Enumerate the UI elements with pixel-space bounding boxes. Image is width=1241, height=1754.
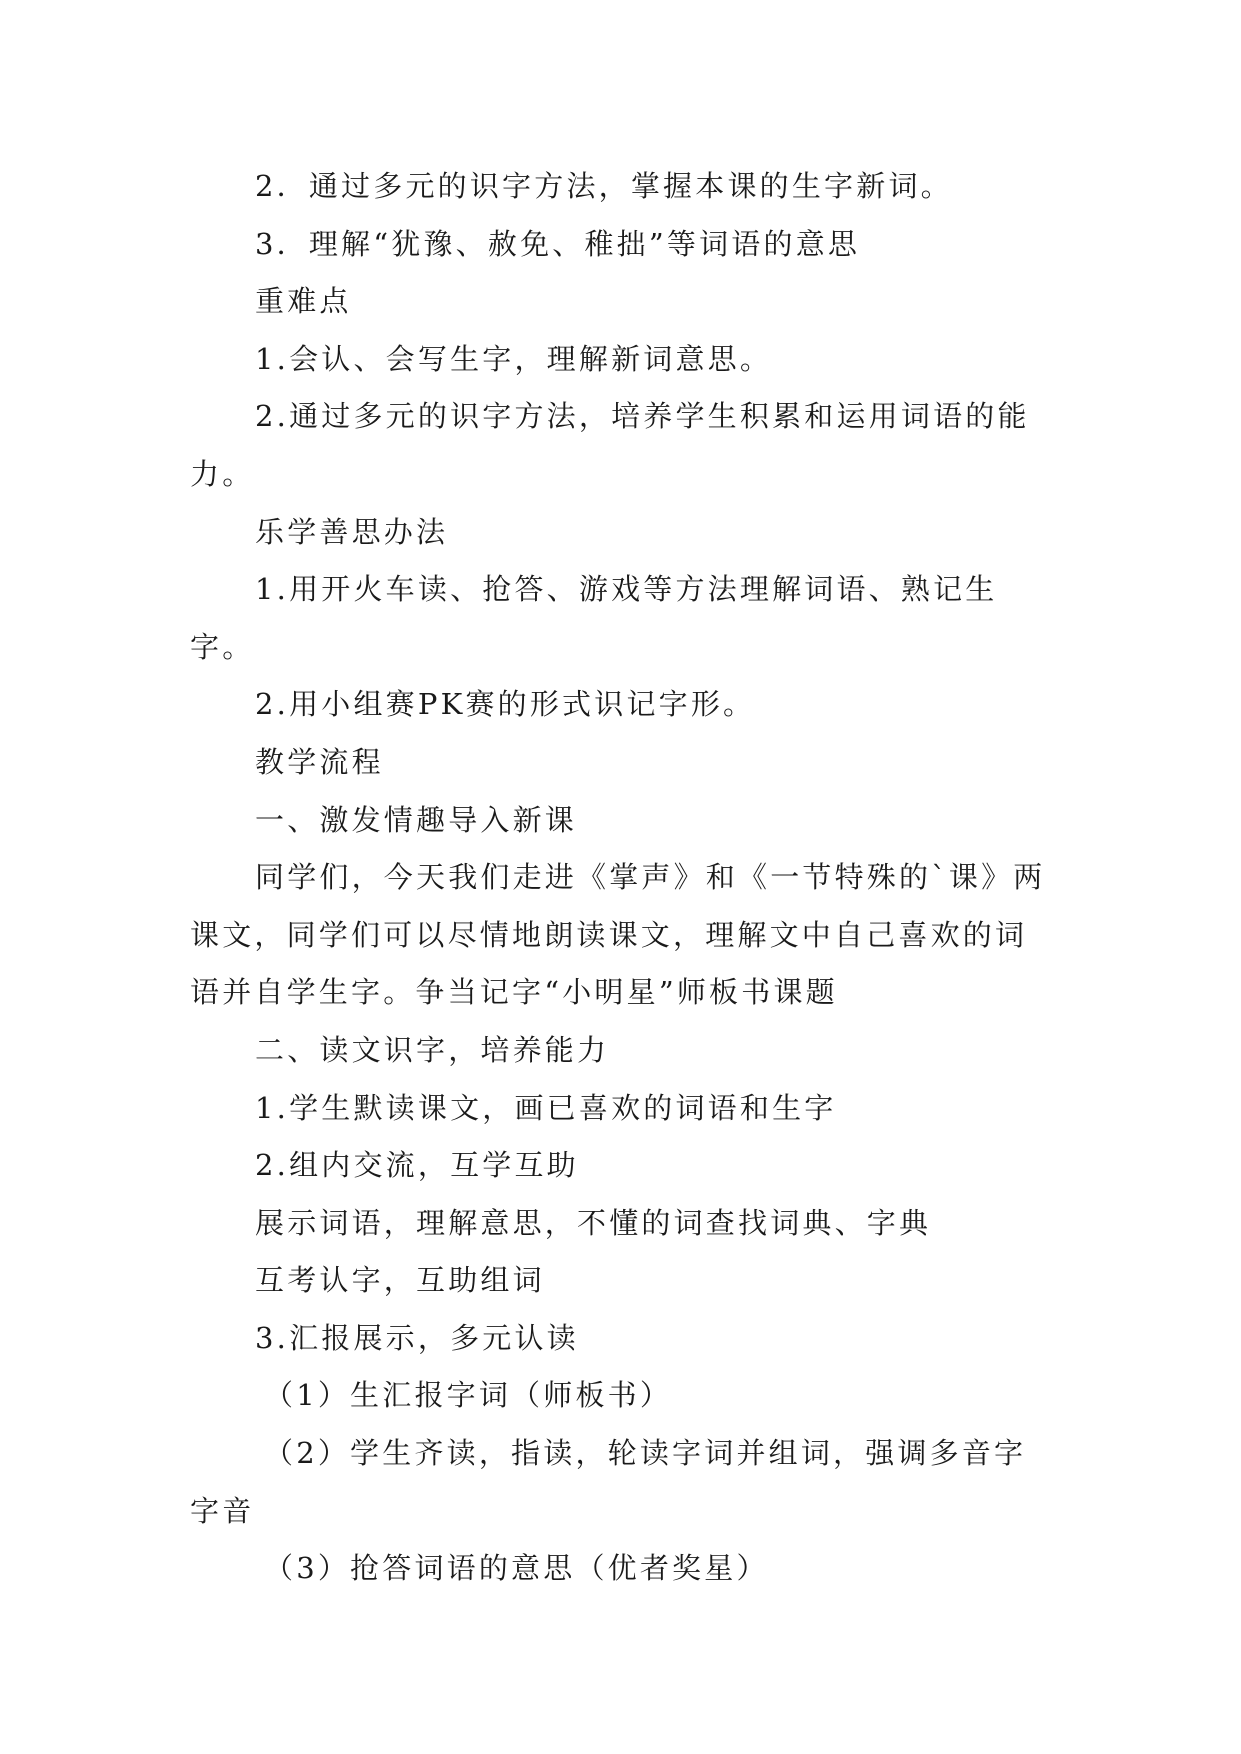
- heading-section-2: 二、读文识字，培养能力: [255, 1032, 610, 1067]
- heading-teaching-process: 教学流程: [255, 744, 384, 779]
- paragraph-step-2-detail-a: 展示词语，理解意思，不懂的词查找词典、字典: [255, 1205, 932, 1240]
- paragraph-method-2: 2.用小组赛PK赛的形式识记字形。: [255, 687, 756, 722]
- heading-key-difficulties: 重难点: [255, 284, 352, 319]
- paragraph-objective-2: 2．通过多元的识字方法，掌握本课的生字新词。: [255, 169, 953, 203]
- paragraph-introduction: 同学们，今天我们走进《掌声》和《一节特殊的`课》两课文，同学们可以尽情地朗读课文，理解文中自己喜欢的词语并自学生字。争当记字“小明星”师板书课题: [190, 860, 1046, 1010]
- paragraph-substep-2: （2）学生齐读，指读，轮读字词并组词，强调多音字字音: [190, 1436, 1027, 1528]
- paragraph-step-2-detail-b: 互考认字，互助组词: [255, 1263, 545, 1298]
- paragraph-substep-1: （1）生汇报字词（师板书）: [264, 1378, 673, 1413]
- paragraph-step-1: 1.学生默读课文，画已喜欢的词语和生字: [255, 1090, 837, 1125]
- paragraph-method-1: 1.用开火车读、抢答、游戏等方法理解词语、熟记生字。: [190, 572, 998, 664]
- paragraph-step-3: 3.汇报展示，多元认读: [255, 1320, 579, 1355]
- paragraph-difficulty-2: 2.通过多元的识字方法，培养学生积累和运用词语的能力。: [190, 399, 1030, 491]
- document-body: [190, 158, 1050, 1598]
- paragraph-substep-3: （3）抢答词语的意思（优者奖星）: [264, 1551, 769, 1586]
- paragraph-step-2: 2.组内交流，互学互助: [255, 1148, 579, 1183]
- paragraph-difficulty-1: 1.会认、会写生字，理解新词意思。: [255, 341, 773, 376]
- paragraph-objective-3: 3．理解“犹豫、赦免、稚拙”等词语的意思: [255, 226, 861, 261]
- heading-learning-methods: 乐学善思办法: [255, 514, 449, 549]
- heading-section-1: 一、激发情趣导入新课: [255, 802, 578, 837]
